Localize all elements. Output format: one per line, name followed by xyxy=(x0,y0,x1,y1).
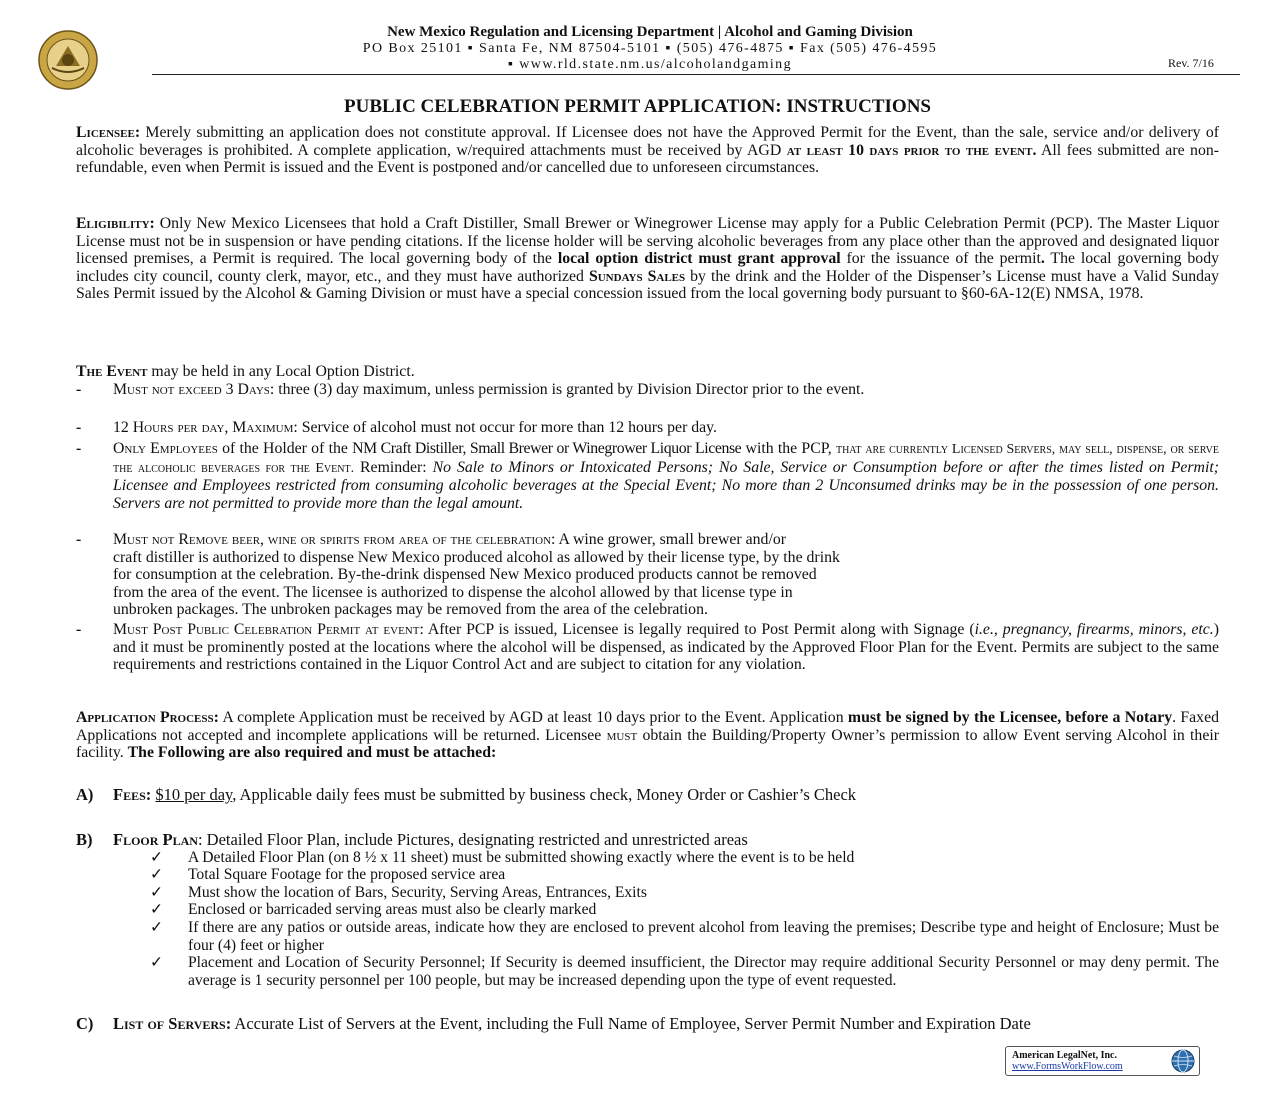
event-rule-post-permit: - Must Post Public Celebration Permit at event: After PCP is issued, Licensee is legally required to Post Permit along with Signage (i.e., pregnancy, firearms, minors, etc.) and it must be prominently posted at the locations where the alcohol will be dispensed, as indicated by the Approved Floor Plan for the Event. Permits are subject to the same requirements and restrictions contained in the Liquor Control Act and are subject to citation for any violation. xyxy=(76,621,1219,674)
legalnet-badge[interactable] xyxy=(1005,1046,1200,1076)
licensee-paragraph: Licensee: Merely submitting an application does not constitute approval. If Licensee does not have the Approved Permit for the Event, than the sale, service and/or delivery of alcoholic beverages is prohibited. A complete application, w/required attachments must be received by AGD at least 10 days prior to the event. All fees submitted are non-refundable, even when Permit is issued and the Event is postponed and/or cancelled due to unforeseen circumstances. xyxy=(76,124,1220,177)
event-intro: The Event may be held in any Local Option District. xyxy=(76,363,415,380)
check-icon: ✓ xyxy=(150,919,164,936)
globe-icon xyxy=(1171,1049,1195,1073)
check-icon: ✓ xyxy=(150,849,164,866)
city: Santa Fe, NM 87504-5101 xyxy=(479,41,661,56)
event-rule-hours: - 12 Hours per day, Maximum: Service of alcohol must not occur for more than 12 hours per day. xyxy=(76,419,718,436)
floor-plan-item: ✓ Must show the location of Bars, Security, Serving Areas, Entrances, Exits xyxy=(150,884,647,901)
floor-plan-item: ✓ A Detailed Floor Plan (on 8 ½ x 11 sheet) must be submitted showing exactly where the event is to be held xyxy=(150,849,855,866)
floor-plan-item: ✓ Enclosed or barricaded serving areas must also be clearly marked xyxy=(150,901,597,918)
event-rule-remove: - Must not Remove beer, wine or spirits from area of the celebration: A wine grower, small brewer and/or craft distiller is authorized to dispense New Mexico produced alcohol as allowed by their license type, by the drink for consumption at the celebration. By-the-drink dispensed New Mexico produced products cannot be removed from the area of the event. The licensee is authorized to dispense the alcohol allowed by that license type in unbroken packages. The unbroken packages may be removed from the area of the celebration. xyxy=(76,531,840,619)
page-title: PUBLIC CELEBRATION PERMIT APPLICATION: INSTRUCTIONS xyxy=(344,96,931,117)
header-website-line: ▪ www.rld.state.nm.us/alcoholandgaming xyxy=(508,57,792,72)
header-divider xyxy=(152,74,1240,75)
floor-plan-item: ✓ Total Square Footage for the proposed service area xyxy=(150,866,506,883)
legalnet-link[interactable]: www.FormsWorkFlow.com xyxy=(1012,1061,1123,1072)
check-icon: ✓ xyxy=(150,954,164,971)
fees-section: A) Fees: $10 per day, Applicable daily fees must be submitted by business check, Money Order or Cashier’s Check xyxy=(76,785,857,804)
application-process-paragraph: Application Process: A complete Application must be received by AGD at least 10 days prior to the Event. Application must be signed by the Licensee, before a Notary. Faxed Applications not accepted and incomplete applications will be returned. Licensee must obtain the Building/Property Owner’s permission to allow Event serving Alcohol in their facility. The Following are also required and must be attached: xyxy=(76,709,1219,762)
list-of-servers-section: C) List of Servers: Accurate List of Servers at the Event, including the Full Name of Employee, Server Permit Number and Expiration Date xyxy=(76,1014,1031,1033)
floor-plan-item: ✓ Placement and Location of Security Personnel; If Security is deemed insufficient, the Director may require additional Security Personnel or may deny permit. The average is 1 security personnel per 100 people, but may be increased depending upon the type of event requested. xyxy=(150,954,1219,989)
revision-label: Rev. 7/16 xyxy=(1168,56,1214,70)
event-rule-employees: - Only Employees of the Holder of the NM Craft Distiller, Small Brewer or Winegrower Liquor License with the PCP, that are currently Licensed Servers, may sell, dispense, or serve the alcoholic beverages for the Event. Reminder: No Sale to Minors or Intoxicated Persons; No Sale, Service or Consumption before or after the times listed on Permit; Licensee and Employees restricted from consuming alcoholic beverages at the Special Event; No more than 2 Unconsumed drinks may be in the possession of one person. Servers are not permitted to provide more than the legal amount. xyxy=(76,440,1219,512)
state-seal-logo xyxy=(38,30,98,90)
floor-plan-section: B) Floor Plan: Detailed Floor Plan, include Pictures, designating restricted and unrestricted areas xyxy=(76,830,748,849)
header-org: New Mexico Regulation and Licensing Department | Alcohol and Gaming Division xyxy=(387,24,913,40)
check-icon: ✓ xyxy=(150,866,164,883)
phone: (505) 476-4875 xyxy=(676,41,784,56)
header-contact: PO Box 25101 ▪ Santa Fe, NM 87504-5101 ▪ (505) 476-4875 ▪ Fax (505) 476-4595 xyxy=(362,41,938,56)
check-icon: ✓ xyxy=(150,901,164,918)
floor-plan-item: ✓ If there are any patios or outside areas, indicate how they are enclosed to prevent alcohol from leaving the premises; Describe type and height of Enclosure; Must be four (4) feet or higher xyxy=(150,919,1219,954)
po-box: PO Box 25101 xyxy=(362,41,463,56)
fax: Fax (505) 476-4595 xyxy=(800,41,938,56)
website-link[interactable]: www.rld.state.nm.us/alcoholandgaming xyxy=(519,57,792,72)
eligibility-paragraph: Eligibility: Only New Mexico Licensees that hold a Craft Distiller, Small Brewer or Winegrower License may apply for a Public Celebration Permit (PCP). The Master Liquor License must not be in suspension or have pending citations. If the license holder will be serving alcoholic beverages from any place other than the approved and designated liquor licensed premises, a Permit is required. The local governing body of the local option district must grant approval for the issuance of the permit. The local governing body includes city council, county clerk, mayor, etc., and they must have authorized Sundays Sales by the drink and the Holder of the Dispenser’s License must have a Valid Sunday Sales Permit issued by the Alcohol & Gaming Division or must have a special concession issued from the local governing body pursuant to §60-6A-12(E) NMSA, 1978. xyxy=(76,215,1219,303)
event-rule-max-days: - Must not exceed 3 Days: three (3) day maximum, unless permission is granted by Division Director prior to the event. xyxy=(76,381,865,398)
legalnet-name: American LegalNet, Inc. xyxy=(1012,1050,1117,1061)
check-icon: ✓ xyxy=(150,884,164,901)
